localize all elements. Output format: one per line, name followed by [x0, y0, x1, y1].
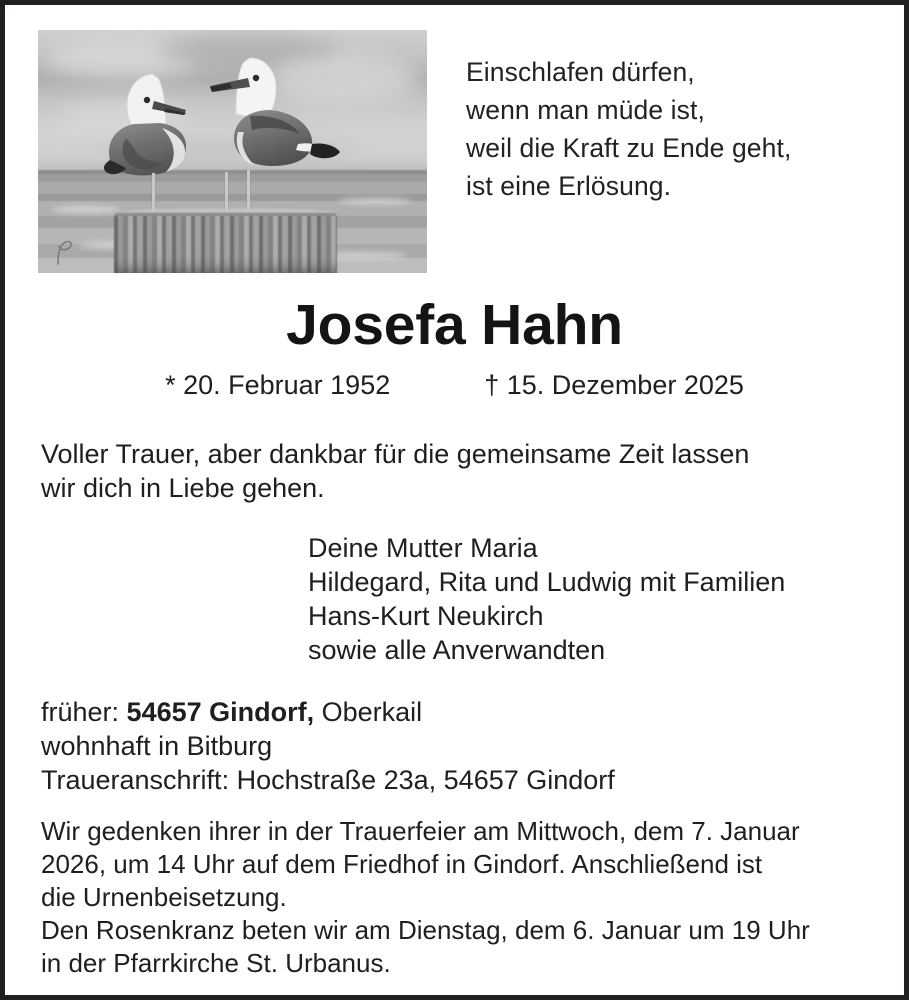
family-signatories — [5, 531, 904, 667]
mourning-line-2: wir dich in Liebe gehen. — [41, 473, 325, 503]
mourning-address: Traueranschrift: Hochstraße 23a, 54657 Gindorf — [41, 765, 615, 795]
verse-line-3: weil die Kraft zu Ende geht, — [466, 133, 792, 163]
family-line-1: Deine Mutter Maria — [308, 533, 538, 563]
seagull-painting — [38, 30, 427, 273]
wooden-post — [114, 213, 337, 273]
former-suffix: Oberkail — [314, 697, 423, 727]
seagull-leg — [225, 172, 228, 214]
former-town-bold: 54657 Gindorf, — [126, 697, 315, 727]
funeral-service-details — [5, 815, 904, 980]
deceased-name: Josefa Hahn — [286, 293, 623, 357]
seagull-leg — [247, 170, 250, 214]
service-line-5: in der Pfarrkirche St. Urbanus. — [41, 948, 391, 978]
death-date: † 15. Dezember 2025 — [484, 370, 744, 400]
service-line-1: Wir gedenken ihrer in der Trauerfeier am Mittwoch, dem 7. Januar — [41, 816, 800, 846]
mourning-line-1: Voller Trauer, aber dankbar für die gemeinsame Zeit lassen — [41, 439, 750, 469]
verse-line-4: ist eine Erlösung. — [466, 171, 672, 201]
former-residence-line — [41, 695, 904, 729]
address-details — [5, 695, 904, 797]
family-line-4: sowie alle Anverwandten — [308, 635, 606, 665]
header-area — [5, 5, 904, 283]
service-line-3: die Urnenbeisetzung. — [41, 882, 287, 912]
memorial-verse — [466, 53, 886, 205]
former-prefix: früher: — [41, 697, 127, 727]
sea-foam — [338, 198, 412, 204]
service-line-2: 2026, um 14 Uhr auf dem Friedhof in Gindorf. Anschließend ist — [41, 849, 763, 879]
verse-line-2: wenn man müde ist, — [466, 95, 705, 125]
artist-signature — [52, 236, 78, 266]
verse-line-1: Einschlafen dürfen, — [466, 57, 695, 87]
service-line-4: Den Rosenkranz beten wir am Dienstag, dem 6. Januar um 19 Uhr — [41, 915, 810, 945]
sea-foam — [52, 206, 122, 213]
mourning-statement — [5, 437, 904, 505]
current-residence: wohnhaft in Bitburg — [41, 731, 273, 761]
seagull-right-icon — [186, 52, 346, 178]
family-line-2: Hildegard, Rita und Ludwig mit Familien — [308, 567, 786, 597]
family-line-3: Hans-Kurt Neukirch — [308, 601, 544, 631]
birth-date: * 20. Februar 1952 — [165, 370, 391, 400]
life-dates — [5, 370, 904, 401]
